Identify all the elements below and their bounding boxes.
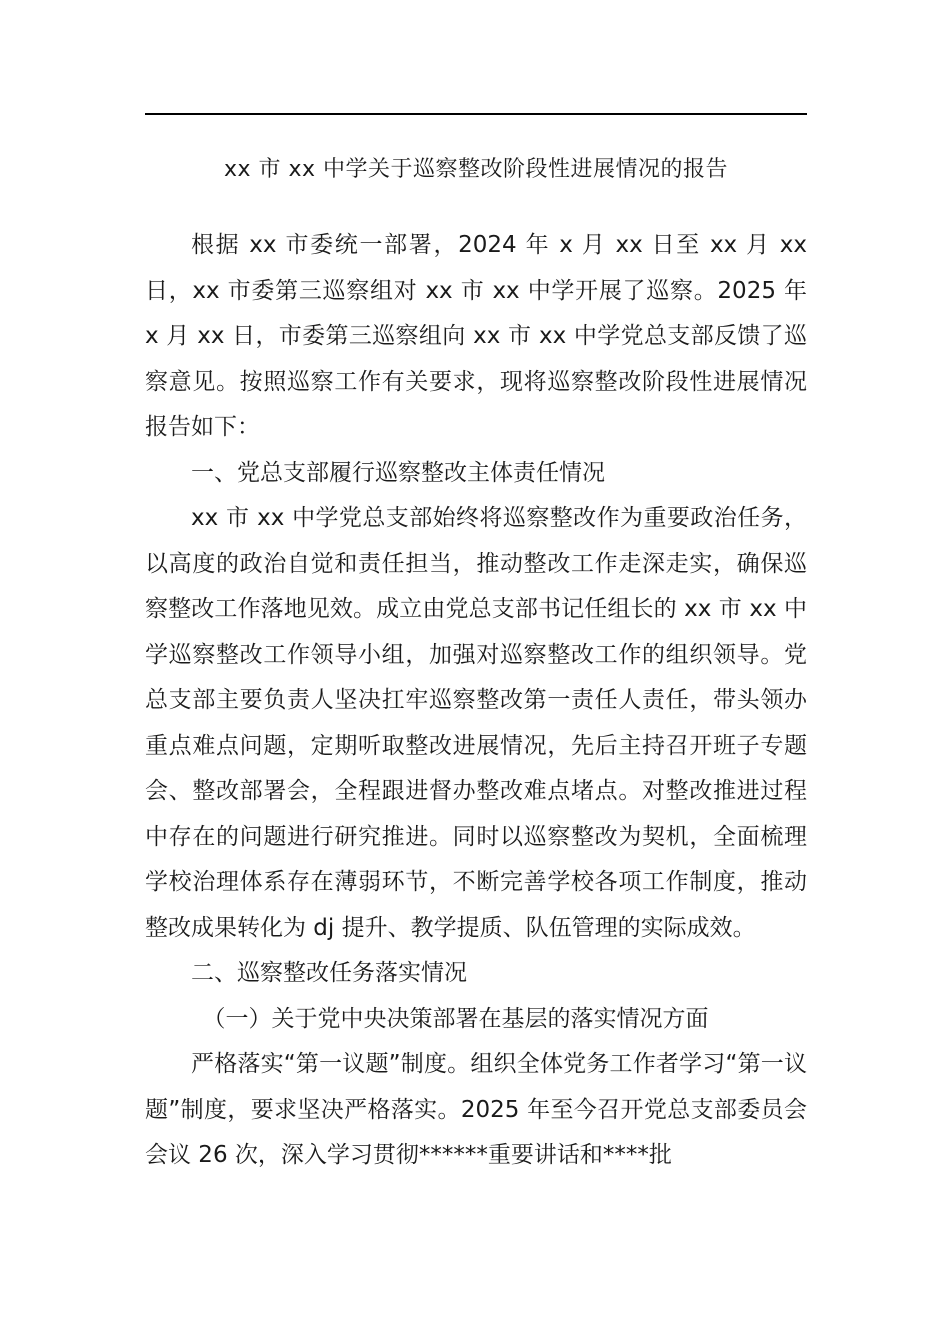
section2-heading: 二、巡察整改任务落实情况 <box>191 960 467 986</box>
section2-subheading-1: （一）关于党中央决策部署在基层的落实情况方面 <box>202 1005 709 1032</box>
section2-sub1-paragraph: 严格落实“第一议题”制度。组织全体党务工作者学习“第一议题”制度，要求坚决严格落实。2025 年至今召开党总支部委员会会议 26 次，深入学习贯彻******重要讲话和****批 <box>145 1051 807 1168</box>
document-title: xx 市 xx 中学关于巡察整改阶段性进展情况的报告 <box>223 157 729 182</box>
document-body <box>145 223 807 1179</box>
header-rule <box>145 113 807 115</box>
intro-paragraph: 根据 xx 市委统一部署，2024 年 x 月 xx 日至 xx 月 xx 日，xx 市委第三巡察组对 xx 市 xx 中学开展了巡察。2025 年 x 月 xx 日，市委第三巡察组向 xx 市 xx 中学党总支部反馈了巡察意见。按照巡察工作有关要求，现将巡察整改阶段性进展情况报告如下： <box>145 232 807 440</box>
section1-paragraph: xx 市 xx 中学党总支部始终将巡察整改作为重要政治任务，以高度的政治自觉和责任担当，推动整改工作走深走实，确保巡察整改工作落地见效。成立由党总支部书记任组长的 xx 市 xx 中学巡察整改工作领导小组，加强对巡察整改工作的组织领导。党总支部主要负责人坚决扛牢巡察整改第一责任人责任，带头领办重点难点问题，定期听取整改进展情况，先后主持召开班子专题会、整改部署会，全程跟进督办整改难点堵点。对整改推进过程中存在的问题进行研究推进。同时以巡察整改为契机，全面梳理学校治理体系存在薄弱环节，不断完善学校各项工作制度，推动整改成果转化为 dj 提升、教学提质、队伍管理的实际成效。 <box>145 505 807 941</box>
section1-heading: 一、党总支部履行巡察整改主体责任情况 <box>191 459 605 486</box>
